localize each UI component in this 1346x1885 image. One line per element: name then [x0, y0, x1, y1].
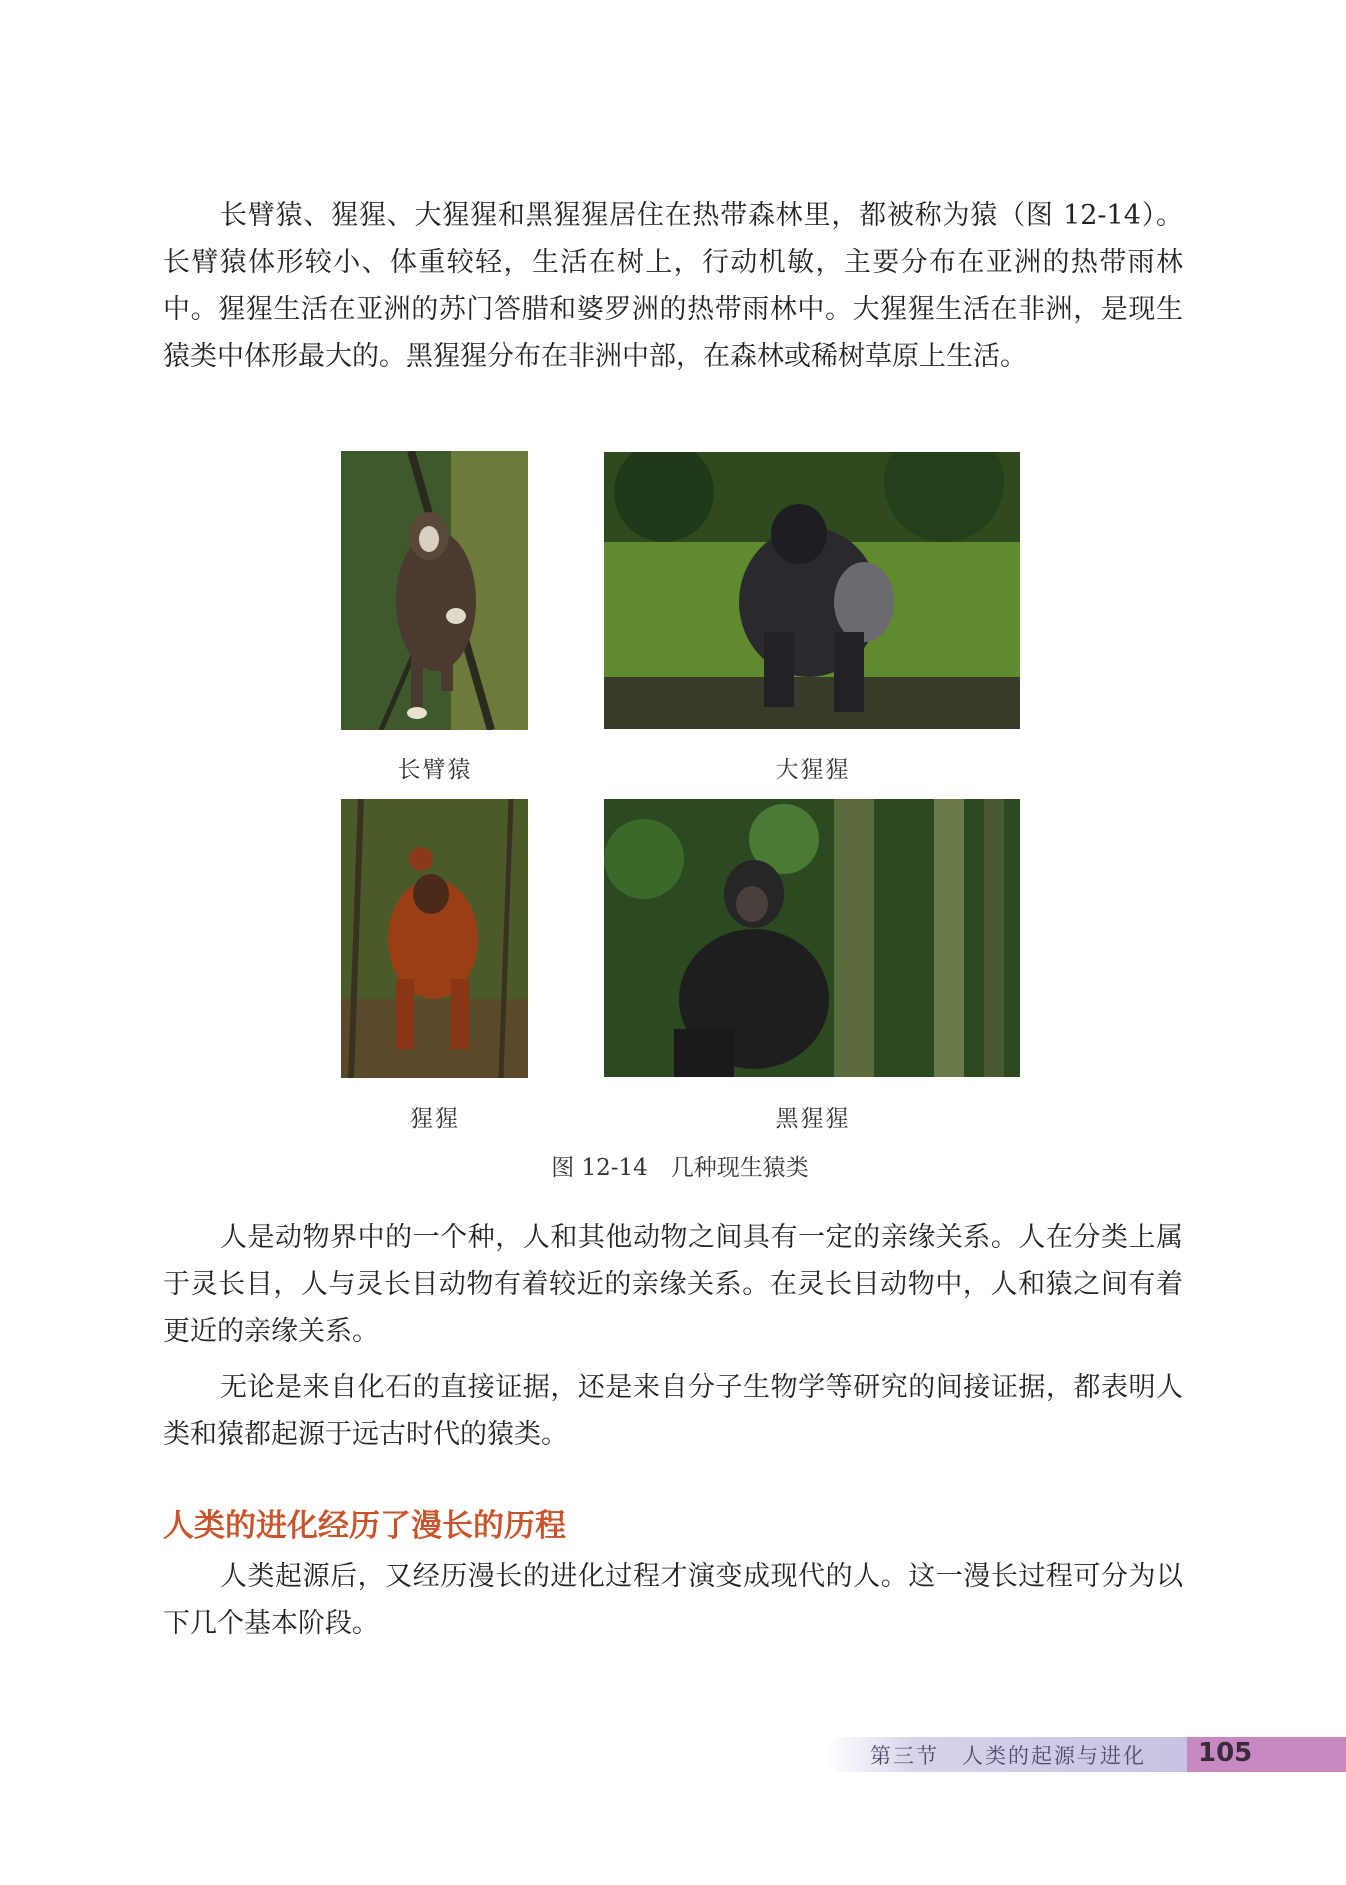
gibbon-photo — [341, 451, 528, 730]
page-number: 105 — [1198, 1738, 1253, 1768]
chimpanzee-photo — [604, 799, 1020, 1077]
gorilla-photo — [604, 452, 1020, 729]
paragraph-apes-intro: 长臂猿、猩猩、大猩猩和黑猩猩居住在热带森林里，都被称为猿（图 12-14）。长臂猿体形较小、体重较轻，生活在树上，行动机敏，主要分布在亚洲的热带雨林中。猩猩生活在亚洲的苏门答腊和婆罗洲的热带雨林中。大猩猩生活在非洲，是现生猿类中体形最大的。黑猩猩分布在非洲中部，在森林或稀树草原上生活。 — [163, 200, 1183, 372]
orangutan-photo — [341, 799, 528, 1078]
paragraph-evidence: 无论是来自化石的直接证据，还是来自分子生物学等研究的间接证据，都表明人类和猿都起源于远古时代的猿类。 — [163, 1372, 1183, 1450]
footer-section-title: 第三节 人类的起源与进化 — [870, 1744, 1146, 1768]
figure-title: 图 12-14 几种现生猿类 — [551, 1155, 809, 1181]
gorilla-caption: 大猩猩 — [775, 757, 851, 783]
paragraph-human-classification: 人是动物界中的一个种，人和其他动物之间具有一定的亲缘关系。人在分类上属于灵长目，人与灵长目动物有着较近的亲缘关系。在灵长目动物中，人和猿之间有着更近的亲缘关系。 — [163, 1222, 1183, 1347]
gibbon-caption: 长臂猿 — [397, 757, 473, 783]
paragraph-evolution-stages: 人类起源后，又经历漫长的进化过程才演变成现代的人。这一漫长过程可分为以下几个基本阶段。 — [163, 1561, 1183, 1639]
chimpanzee-caption: 黑猩猩 — [775, 1106, 851, 1132]
section-heading: 人类的进化经历了漫长的历程 — [163, 1508, 566, 1544]
orangutan-caption: 猩猩 — [410, 1106, 460, 1132]
